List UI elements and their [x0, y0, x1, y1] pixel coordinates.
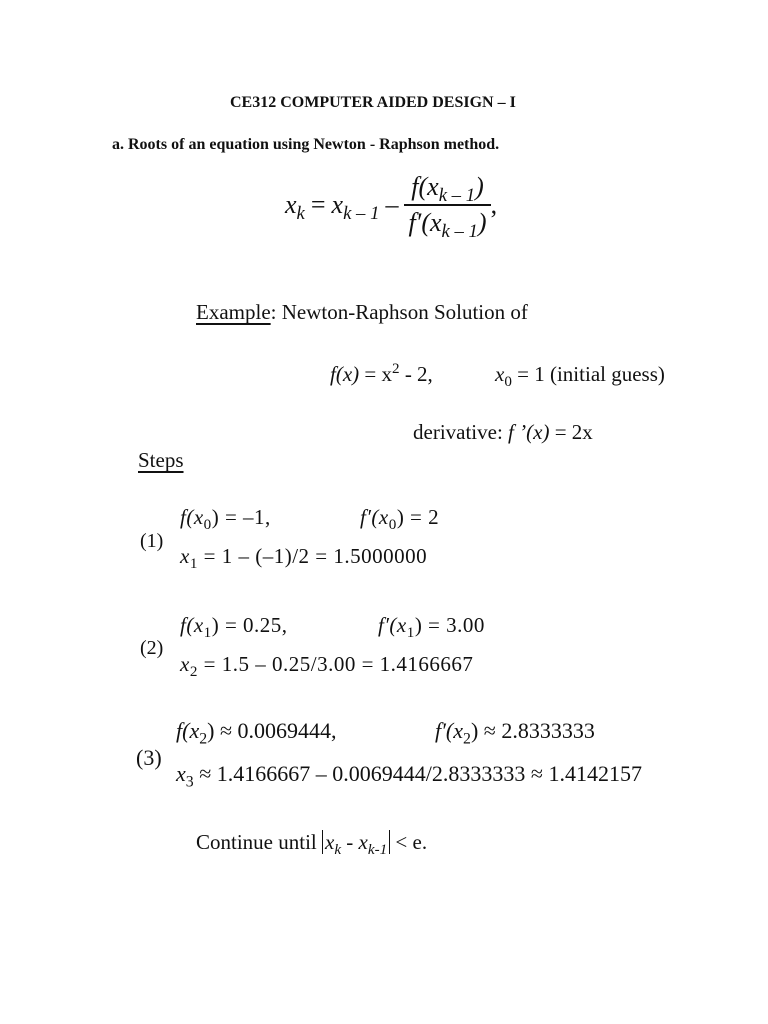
- step-1-update-line: $x_1 = 1 - (-1)/2 = 1.5000000$: [180, 544, 428, 573]
- step-2-function-line: $f(x_1) = 0.25$,: [180, 613, 288, 642]
- section-heading: a. Roots of an equation using Newton - Raphson method.: [112, 136, 500, 153]
- stopping-criterion: Continue until $x_k - x_{k-1} < e$.: [196, 830, 428, 859]
- example-heading: Example: Newton-Raphson Solution of: [196, 300, 528, 324]
- derivative-line: derivative: f ’(x) = 2x: [413, 420, 593, 444]
- step-number: (3): [136, 745, 162, 770]
- step-number: (2): [140, 637, 164, 659]
- step-1-function-line: $f(x_0) = -1$,: [180, 505, 271, 534]
- step-3-function-line: $f(x_2) \approx 0.0069444$,: [176, 718, 337, 748]
- step-2-update-line: $x_2 = 1.5 - 0.25/3.00 = 1.4166667$: [180, 652, 474, 681]
- step-1-derivative-line: $f'(x_0) = 2$: [360, 505, 440, 534]
- step-3-derivative-line: $f'(x_2) \approx 2.8333333$: [435, 718, 595, 748]
- formula-fraction: $\frac{f(x_{k - 1})}{f'(x_{k - 1})}$: [404, 172, 490, 238]
- steps-heading: Steps: [138, 448, 184, 472]
- step-2-derivative-line: $f'(x_1) = 3.00$: [378, 613, 485, 642]
- initial-guess: $x_0 = 1$ (initial guess): [495, 362, 665, 391]
- step-number: (1): [140, 530, 164, 552]
- step-3-update-line: $x_3 \approx 1.4166667 - 0.0069444/2.8333333 \approx 1.4142157$: [176, 761, 642, 791]
- page-title: CE312 COMPUTER AIDED DESIGN – I: [230, 94, 516, 111]
- newton-raphson-formula: $x_k$ = $x_{k - 1}$ – $\frac{f(x_{k - 1})}{f'(x_{k - 1})}$ ,: [285, 172, 498, 243]
- function-definition: $f(x) = x^2 - 2$,: [330, 361, 433, 386]
